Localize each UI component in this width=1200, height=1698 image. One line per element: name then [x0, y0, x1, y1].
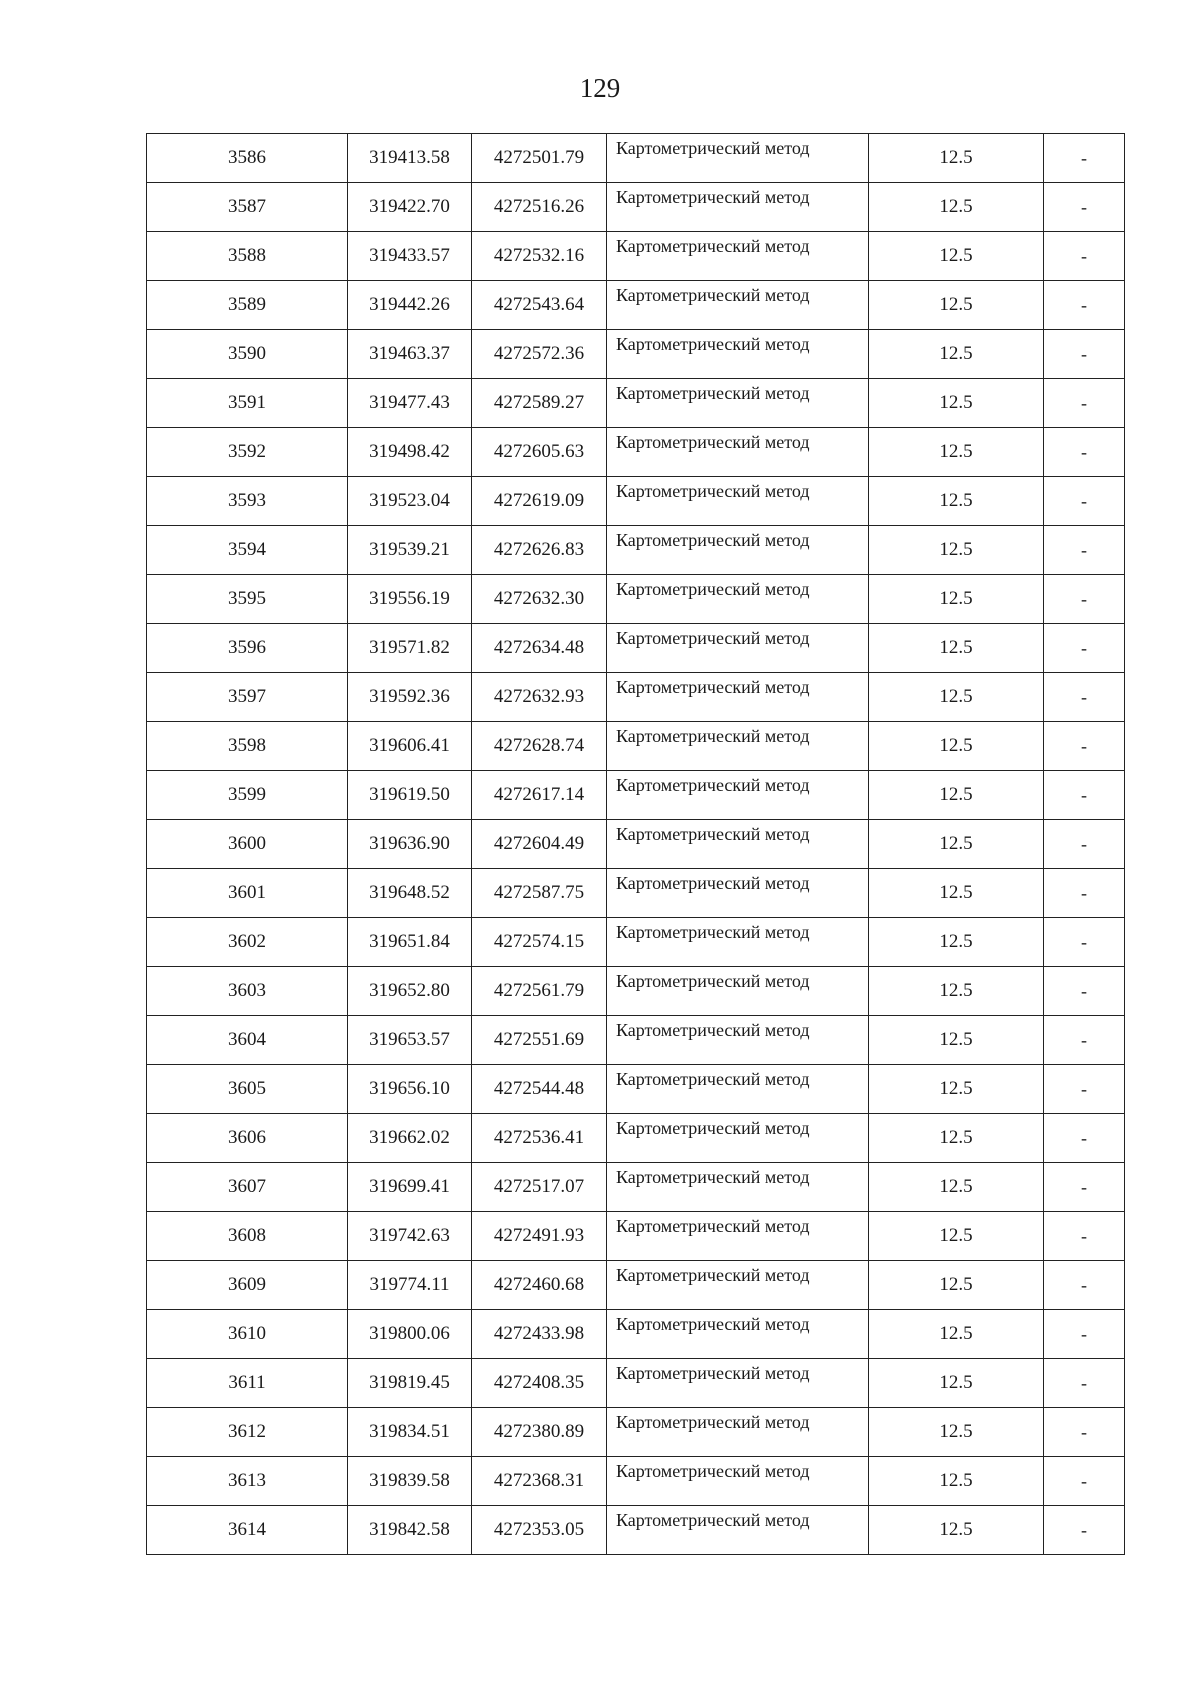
y-coordinate-cell: 4272532.16: [472, 232, 607, 281]
x-coordinate-cell: 319656.10: [348, 1065, 472, 1114]
method-cell: Картометрический метод: [607, 1457, 869, 1506]
method-cell: Картометрический метод: [607, 134, 869, 183]
method-cell: Картометрический метод: [607, 428, 869, 477]
accuracy-cell: 12.5: [869, 624, 1044, 673]
x-coordinate-cell: 319592.36: [348, 673, 472, 722]
coordinates-table-body: [147, 134, 1125, 1555]
method-cell: Картометрический метод: [607, 1359, 869, 1408]
accuracy-cell: 12.5: [869, 1065, 1044, 1114]
table-row: [147, 1408, 1125, 1457]
accuracy-cell: 12.5: [869, 330, 1044, 379]
table-row: [147, 918, 1125, 967]
x-coordinate-cell: 319442.26: [348, 281, 472, 330]
y-coordinate-cell: 4272617.14: [472, 771, 607, 820]
note-cell: -: [1044, 1457, 1125, 1506]
accuracy-cell: 12.5: [869, 673, 1044, 722]
y-coordinate-cell: 4272491.93: [472, 1212, 607, 1261]
note-cell: -: [1044, 134, 1125, 183]
point-number-cell: 3591: [147, 379, 348, 428]
note-cell: -: [1044, 1065, 1125, 1114]
x-coordinate-cell: 319800.06: [348, 1310, 472, 1359]
accuracy-cell: 12.5: [869, 183, 1044, 232]
note-cell: -: [1044, 673, 1125, 722]
accuracy-cell: 12.5: [869, 1114, 1044, 1163]
y-coordinate-cell: 4272604.49: [472, 820, 607, 869]
accuracy-cell: 12.5: [869, 232, 1044, 281]
table-row: [147, 1114, 1125, 1163]
x-coordinate-cell: 319662.02: [348, 1114, 472, 1163]
accuracy-cell: 12.5: [869, 428, 1044, 477]
table-row: [147, 1163, 1125, 1212]
table-row: [147, 330, 1125, 379]
accuracy-cell: 12.5: [869, 1408, 1044, 1457]
y-coordinate-cell: 4272544.48: [472, 1065, 607, 1114]
table-row: [147, 183, 1125, 232]
x-coordinate-cell: 319606.41: [348, 722, 472, 771]
accuracy-cell: 12.5: [869, 526, 1044, 575]
method-cell: Картометрический метод: [607, 526, 869, 575]
note-cell: -: [1044, 1163, 1125, 1212]
x-coordinate-cell: 319556.19: [348, 575, 472, 624]
point-number-cell: 3596: [147, 624, 348, 673]
x-coordinate-cell: 319653.57: [348, 1016, 472, 1065]
table-row: [147, 771, 1125, 820]
method-cell: Картометрический метод: [607, 820, 869, 869]
y-coordinate-cell: 4272517.07: [472, 1163, 607, 1212]
table-row: [147, 526, 1125, 575]
accuracy-cell: 12.5: [869, 379, 1044, 428]
note-cell: -: [1044, 281, 1125, 330]
accuracy-cell: 12.5: [869, 918, 1044, 967]
y-coordinate-cell: 4272501.79: [472, 134, 607, 183]
table-row: [147, 1016, 1125, 1065]
method-cell: Картометрический метод: [607, 771, 869, 820]
note-cell: -: [1044, 428, 1125, 477]
point-number-cell: 3601: [147, 869, 348, 918]
table-row: [147, 673, 1125, 722]
point-number-cell: 3599: [147, 771, 348, 820]
accuracy-cell: 12.5: [869, 1310, 1044, 1359]
point-number-cell: 3604: [147, 1016, 348, 1065]
accuracy-cell: 12.5: [869, 575, 1044, 624]
point-number-cell: 3598: [147, 722, 348, 771]
point-number-cell: 3600: [147, 820, 348, 869]
y-coordinate-cell: 4272628.74: [472, 722, 607, 771]
note-cell: -: [1044, 1016, 1125, 1065]
method-cell: Картометрический метод: [607, 1212, 869, 1261]
note-cell: -: [1044, 1212, 1125, 1261]
x-coordinate-cell: 319619.50: [348, 771, 472, 820]
note-cell: -: [1044, 869, 1125, 918]
x-coordinate-cell: 319477.43: [348, 379, 472, 428]
accuracy-cell: 12.5: [869, 1506, 1044, 1555]
y-coordinate-cell: 4272632.93: [472, 673, 607, 722]
y-coordinate-cell: 4272551.69: [472, 1016, 607, 1065]
accuracy-cell: 12.5: [869, 1163, 1044, 1212]
table-row: [147, 1310, 1125, 1359]
accuracy-cell: 12.5: [869, 1212, 1044, 1261]
method-cell: Картометрический метод: [607, 1310, 869, 1359]
y-coordinate-cell: 4272543.64: [472, 281, 607, 330]
y-coordinate-cell: 4272536.41: [472, 1114, 607, 1163]
x-coordinate-cell: 319699.41: [348, 1163, 472, 1212]
table-row: [147, 134, 1125, 183]
method-cell: Картометрический метод: [607, 330, 869, 379]
method-cell: Картометрический метод: [607, 722, 869, 771]
point-number-cell: 3603: [147, 967, 348, 1016]
method-cell: Картометрический метод: [607, 379, 869, 428]
x-coordinate-cell: 319651.84: [348, 918, 472, 967]
accuracy-cell: 12.5: [869, 1261, 1044, 1310]
method-cell: Картометрический метод: [607, 1065, 869, 1114]
x-coordinate-cell: 319498.42: [348, 428, 472, 477]
note-cell: -: [1044, 722, 1125, 771]
point-number-cell: 3592: [147, 428, 348, 477]
coordinates-table: [146, 133, 1125, 1555]
point-number-cell: 3612: [147, 1408, 348, 1457]
table-row: [147, 820, 1125, 869]
note-cell: -: [1044, 1506, 1125, 1555]
x-coordinate-cell: 319571.82: [348, 624, 472, 673]
x-coordinate-cell: 319742.63: [348, 1212, 472, 1261]
accuracy-cell: 12.5: [869, 869, 1044, 918]
y-coordinate-cell: 4272605.63: [472, 428, 607, 477]
method-cell: Картометрический метод: [607, 575, 869, 624]
point-number-cell: 3586: [147, 134, 348, 183]
method-cell: Картометрический метод: [607, 281, 869, 330]
x-coordinate-cell: 319834.51: [348, 1408, 472, 1457]
accuracy-cell: 12.5: [869, 281, 1044, 330]
accuracy-cell: 12.5: [869, 820, 1044, 869]
y-coordinate-cell: 4272634.48: [472, 624, 607, 673]
accuracy-cell: 12.5: [869, 477, 1044, 526]
accuracy-cell: 12.5: [869, 1457, 1044, 1506]
note-cell: -: [1044, 1261, 1125, 1310]
note-cell: -: [1044, 1408, 1125, 1457]
method-cell: Картометрический метод: [607, 232, 869, 281]
point-number-cell: 3605: [147, 1065, 348, 1114]
note-cell: -: [1044, 1310, 1125, 1359]
accuracy-cell: 12.5: [869, 722, 1044, 771]
table-row: [147, 232, 1125, 281]
method-cell: Картометрический метод: [607, 869, 869, 918]
point-number-cell: 3609: [147, 1261, 348, 1310]
y-coordinate-cell: 4272589.27: [472, 379, 607, 428]
x-coordinate-cell: 319433.57: [348, 232, 472, 281]
method-cell: Картометрический метод: [607, 1016, 869, 1065]
point-number-cell: 3613: [147, 1457, 348, 1506]
accuracy-cell: 12.5: [869, 134, 1044, 183]
note-cell: -: [1044, 967, 1125, 1016]
table-row: [147, 869, 1125, 918]
note-cell: -: [1044, 624, 1125, 673]
x-coordinate-cell: 319539.21: [348, 526, 472, 575]
table-row: [147, 575, 1125, 624]
table-row: [147, 1359, 1125, 1408]
point-number-cell: 3610: [147, 1310, 348, 1359]
table-row: [147, 281, 1125, 330]
y-coordinate-cell: 4272574.15: [472, 918, 607, 967]
note-cell: -: [1044, 379, 1125, 428]
method-cell: Картометрический метод: [607, 477, 869, 526]
table-row: [147, 1065, 1125, 1114]
table-row: [147, 477, 1125, 526]
point-number-cell: 3614: [147, 1506, 348, 1555]
y-coordinate-cell: 4272408.35: [472, 1359, 607, 1408]
table-row: [147, 722, 1125, 771]
point-number-cell: 3606: [147, 1114, 348, 1163]
table-row: [147, 624, 1125, 673]
table-row: [147, 1506, 1125, 1555]
y-coordinate-cell: 4272561.79: [472, 967, 607, 1016]
table-row: [147, 1261, 1125, 1310]
note-cell: -: [1044, 1359, 1125, 1408]
point-number-cell: 3590: [147, 330, 348, 379]
table-row: [147, 967, 1125, 1016]
y-coordinate-cell: 4272587.75: [472, 869, 607, 918]
method-cell: Картометрический метод: [607, 1114, 869, 1163]
x-coordinate-cell: 319842.58: [348, 1506, 472, 1555]
point-number-cell: 3607: [147, 1163, 348, 1212]
x-coordinate-cell: 319648.52: [348, 869, 472, 918]
note-cell: -: [1044, 1114, 1125, 1163]
y-coordinate-cell: 4272380.89: [472, 1408, 607, 1457]
x-coordinate-cell: 319422.70: [348, 183, 472, 232]
accuracy-cell: 12.5: [869, 771, 1044, 820]
x-coordinate-cell: 319839.58: [348, 1457, 472, 1506]
table-row: [147, 428, 1125, 477]
note-cell: -: [1044, 820, 1125, 869]
y-coordinate-cell: 4272572.36: [472, 330, 607, 379]
method-cell: Картометрический метод: [607, 1163, 869, 1212]
y-coordinate-cell: 4272460.68: [472, 1261, 607, 1310]
note-cell: -: [1044, 477, 1125, 526]
point-number-cell: 3611: [147, 1359, 348, 1408]
method-cell: Картометрический метод: [607, 624, 869, 673]
note-cell: -: [1044, 771, 1125, 820]
note-cell: -: [1044, 183, 1125, 232]
method-cell: Картометрический метод: [607, 967, 869, 1016]
point-number-cell: 3608: [147, 1212, 348, 1261]
x-coordinate-cell: 319636.90: [348, 820, 472, 869]
point-number-cell: 3589: [147, 281, 348, 330]
table-row: [147, 379, 1125, 428]
point-number-cell: 3595: [147, 575, 348, 624]
table-row: [147, 1457, 1125, 1506]
table-row: [147, 1212, 1125, 1261]
note-cell: -: [1044, 232, 1125, 281]
note-cell: -: [1044, 330, 1125, 379]
x-coordinate-cell: 319652.80: [348, 967, 472, 1016]
accuracy-cell: 12.5: [869, 967, 1044, 1016]
method-cell: Картометрический метод: [607, 1506, 869, 1555]
y-coordinate-cell: 4272626.83: [472, 526, 607, 575]
method-cell: Картометрический метод: [607, 673, 869, 722]
y-coordinate-cell: 4272368.31: [472, 1457, 607, 1506]
y-coordinate-cell: 4272353.05: [472, 1506, 607, 1555]
x-coordinate-cell: 319463.37: [348, 330, 472, 379]
method-cell: Картометрический метод: [607, 183, 869, 232]
accuracy-cell: 12.5: [869, 1359, 1044, 1408]
point-number-cell: 3587: [147, 183, 348, 232]
point-number-cell: 3597: [147, 673, 348, 722]
page-number: 129: [579, 73, 621, 103]
note-cell: -: [1044, 526, 1125, 575]
x-coordinate-cell: 319774.11: [348, 1261, 472, 1310]
point-number-cell: 3588: [147, 232, 348, 281]
method-cell: Картометрический метод: [607, 1408, 869, 1457]
note-cell: -: [1044, 575, 1125, 624]
accuracy-cell: 12.5: [869, 1016, 1044, 1065]
point-number-cell: 3602: [147, 918, 348, 967]
y-coordinate-cell: 4272632.30: [472, 575, 607, 624]
x-coordinate-cell: 319819.45: [348, 1359, 472, 1408]
y-coordinate-cell: 4272619.09: [472, 477, 607, 526]
y-coordinate-cell: 4272516.26: [472, 183, 607, 232]
y-coordinate-cell: 4272433.98: [472, 1310, 607, 1359]
note-cell: -: [1044, 918, 1125, 967]
method-cell: Картометрический метод: [607, 918, 869, 967]
point-number-cell: 3593: [147, 477, 348, 526]
method-cell: Картометрический метод: [607, 1261, 869, 1310]
x-coordinate-cell: 319413.58: [348, 134, 472, 183]
x-coordinate-cell: 319523.04: [348, 477, 472, 526]
point-number-cell: 3594: [147, 526, 348, 575]
